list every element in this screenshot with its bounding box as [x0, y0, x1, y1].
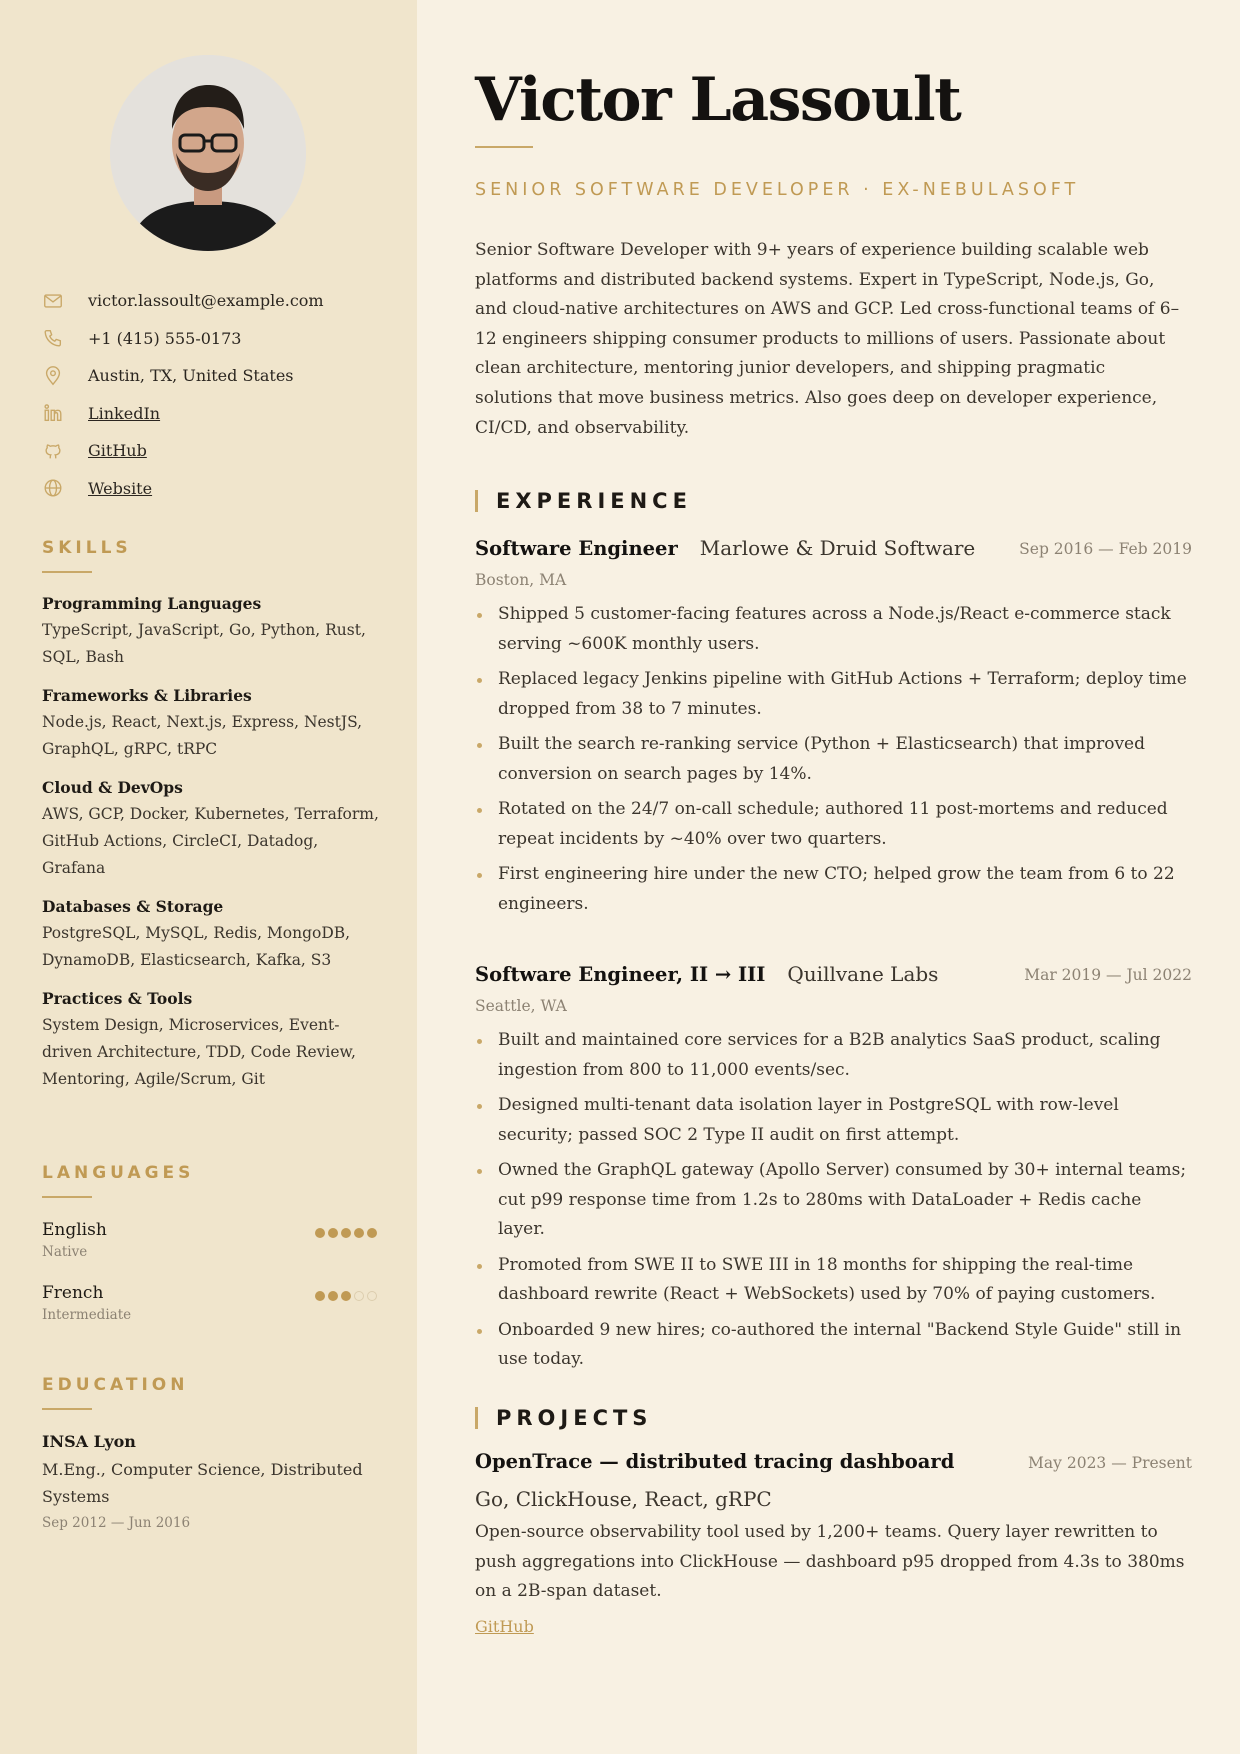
rating-dot-filled	[341, 1291, 351, 1301]
education-entry	[42, 1428, 382, 1536]
language-item	[42, 1218, 377, 1278]
job-location: Seattle, WA	[475, 997, 567, 1015]
github-icon	[42, 440, 88, 462]
contact-location	[42, 357, 402, 395]
language-level: Native	[42, 1244, 88, 1260]
projects-heading: PROJECTS	[475, 1407, 652, 1429]
skills-heading: SKILLS	[42, 538, 132, 558]
rating-dot-filled	[328, 1291, 338, 1301]
skill-group-title: Databases & Storage	[42, 897, 224, 916]
rating-dot-empty	[354, 1291, 364, 1301]
rating-dot-filled	[354, 1228, 364, 1238]
education-heading-rule	[42, 1408, 92, 1410]
job-company: Quillvane Labs	[787, 962, 939, 986]
skill-group	[42, 774, 382, 882]
job-bullet: Owned the GraphQL gateway (Apollo Server) consumed by 30+ internal teams; cut p99 response time from 1.2s to 280ms with DataLoader + Redis cache layer.	[475, 1156, 1192, 1245]
linkedin-link[interactable]: LinkedIn	[88, 403, 161, 423]
skills-list	[42, 590, 382, 1104]
contact-phone[interactable]	[42, 320, 402, 358]
location-text: Austin, TX, United States	[88, 366, 294, 386]
skill-group-title: Practices & Tools	[42, 989, 193, 1008]
linkedin-icon	[42, 402, 88, 424]
skill-group	[42, 682, 382, 763]
github-link[interactable]: GitHub	[88, 441, 147, 461]
job-entry	[475, 962, 1192, 1381]
project-dates: May 2023 — Present	[1028, 1454, 1192, 1472]
project-entry	[475, 1450, 1192, 1636]
contact-website[interactable]	[42, 470, 402, 508]
languages-heading: LANGUAGES	[42, 1163, 195, 1183]
skill-group-title: Programming Languages	[42, 594, 262, 613]
name-underline	[475, 146, 533, 148]
language-level: Intermediate	[42, 1307, 132, 1323]
rating-dot-filled	[367, 1228, 377, 1238]
rating-dot-filled	[315, 1228, 325, 1238]
skill-group-items: TypeScript, JavaScript, Go, Python, Rust, SQL, Bash	[42, 621, 366, 666]
rating-dot-filled	[315, 1291, 325, 1301]
education-dates: Sep 2012 — Jun 2016	[42, 1515, 191, 1531]
job-bullet: Designed multi-tenant data isolation layer in PostgreSQL with row-level security; passed SOC 2 Type II audit on first attempt.	[475, 1091, 1192, 1150]
language-rating	[315, 1291, 377, 1301]
skills-heading-rule	[42, 571, 92, 573]
rating-dot-empty	[367, 1291, 377, 1301]
job-bullet: Onboarded 9 new hires; co-authored the internal "Backend Style Guide" still in use today.	[475, 1316, 1192, 1375]
job-bullet: First engineering hire under the new CTO; helped grow the team from 6 to 22 engineers.	[475, 860, 1192, 919]
sidebar	[0, 0, 417, 1754]
job-bullet: Built and maintained core services for a B2B analytics SaaS product, scaling ingestion from 800 to 11,000 events/sec.	[475, 1026, 1192, 1085]
summary-paragraph: Senior Software Developer with 9+ years of experience building scalable web platforms and distributed backend systems. Expert in TypeScript, Node.js, Go, and cloud-native architectures on AWS and GCP. Led cross-functional teams of 6–12 engineers shipping consumer products to millions of users. Passionate about clean architecture, mentoring junior developers, and shipping pragmatic solutions that move business metrics. Also goes deep on developer experience, CI/CD, and observability.	[475, 240, 1180, 438]
language-rating	[315, 1228, 377, 1238]
experience-heading: EXPERIENCE	[475, 490, 692, 512]
language-name: English	[42, 1220, 107, 1240]
envelope-icon	[42, 290, 88, 312]
job-bullet: Shipped 5 customer-facing features across a Node.js/React e-commerce stack serving ~600K monthly users.	[475, 600, 1192, 659]
job-company: Marlowe & Druid Software	[699, 536, 976, 560]
skill-group	[42, 985, 382, 1093]
candidate-name: Victor Lassoult	[475, 65, 961, 135]
rating-dot-filled	[328, 1228, 338, 1238]
project-stack: Go, ClickHouse, React, gRPC	[475, 1487, 772, 1511]
skill-group	[42, 590, 382, 671]
education-heading: EDUCATION	[42, 1375, 189, 1395]
skill-group-items: PostgreSQL, MySQL, Redis, MongoDB, DynamoDB, Elasticsearch, Kafka, S3	[42, 924, 351, 969]
language-item	[42, 1281, 377, 1341]
project-header	[475, 1450, 1192, 1482]
project-github-link[interactable]: GitHub	[475, 1616, 534, 1636]
email-text: victor.lassoult@example.com	[88, 291, 324, 311]
main-content	[417, 0, 1240, 1754]
skill-group	[42, 893, 382, 974]
job-entry	[475, 536, 1192, 925]
job-bullet: Promoted from SWE II to SWE III in 18 months for shipping the real-time dashboard rewrite (React + WebSockets) used by 70% of paying customers.	[475, 1251, 1192, 1310]
job-bullet: Rotated on the 24/7 on-call schedule; authored 11 post-mortems and reduced repeat incidents by ~40% over two quarters.	[475, 795, 1192, 854]
job-bullets	[475, 600, 1192, 919]
phone-icon	[42, 327, 88, 349]
language-name: French	[42, 1283, 104, 1303]
education-school: INSA Lyon	[42, 1432, 136, 1451]
skill-group-items: AWS, GCP, Docker, Kubernetes, Terraform, GitHub Actions, CircleCI, Datadog, Grafana	[42, 805, 379, 877]
languages-heading-rule	[42, 1196, 92, 1198]
education-degree: M.Eng., Computer Science, Distributed Systems	[42, 1460, 363, 1506]
job-title: Software Engineer	[475, 537, 678, 560]
job-dates: Sep 2016 — Feb 2019	[1019, 540, 1192, 558]
profile-photo	[110, 55, 306, 251]
rating-dot-filled	[341, 1228, 351, 1238]
job-bullet: Replaced legacy Jenkins pipeline with GitHub Actions + Terraform; deploy time dropped from 38 to 7 minutes.	[475, 665, 1192, 724]
phone-text: +1 (415) 555-0173	[88, 328, 242, 348]
contact-list	[42, 282, 402, 507]
skill-group-items: Node.js, React, Next.js, Express, NestJS, GraphQL, gRPC, tRPC	[42, 713, 363, 758]
project-title: OpenTrace — distributed tracing dashboard	[475, 1450, 955, 1473]
job-dates: Mar 2019 — Jul 2022	[1024, 966, 1192, 984]
job-title: Software Engineer, II → III	[475, 963, 766, 986]
website-link[interactable]: Website	[88, 478, 153, 498]
contact-github[interactable]	[42, 432, 402, 470]
skill-group-title: Frameworks & Libraries	[42, 686, 252, 705]
contact-linkedin[interactable]	[42, 395, 402, 433]
job-location: Boston, MA	[475, 571, 567, 589]
project-description: Open-source observability tool used by 1,200+ teams. Query layer rewritten to push aggregations into ClickHouse — dashboard p95 dropped from 4.3s to 380ms on a 2B-span dataset.	[475, 1522, 1185, 1601]
skill-group-title: Cloud & DevOps	[42, 778, 183, 797]
profile-photo-illustration	[110, 55, 306, 251]
skill-group-items: System Design, Microservices, Event-driven Architecture, TDD, Code Review, Mentoring, Agile/Scrum, Git	[42, 1016, 356, 1088]
globe-icon	[42, 477, 88, 499]
job-bullet: Built the search re-ranking service (Python + Elasticsearch) that improved conversion on search pages by 14%.	[475, 730, 1192, 789]
map-pin-icon	[42, 365, 88, 387]
job-header	[475, 536, 1192, 568]
contact-email[interactable]	[42, 282, 402, 320]
job-bullets	[475, 1026, 1192, 1375]
job-subtitle: SENIOR SOFTWARE DEVELOPER · EX-NEBULASOFT	[475, 180, 1080, 200]
job-header	[475, 962, 1192, 994]
